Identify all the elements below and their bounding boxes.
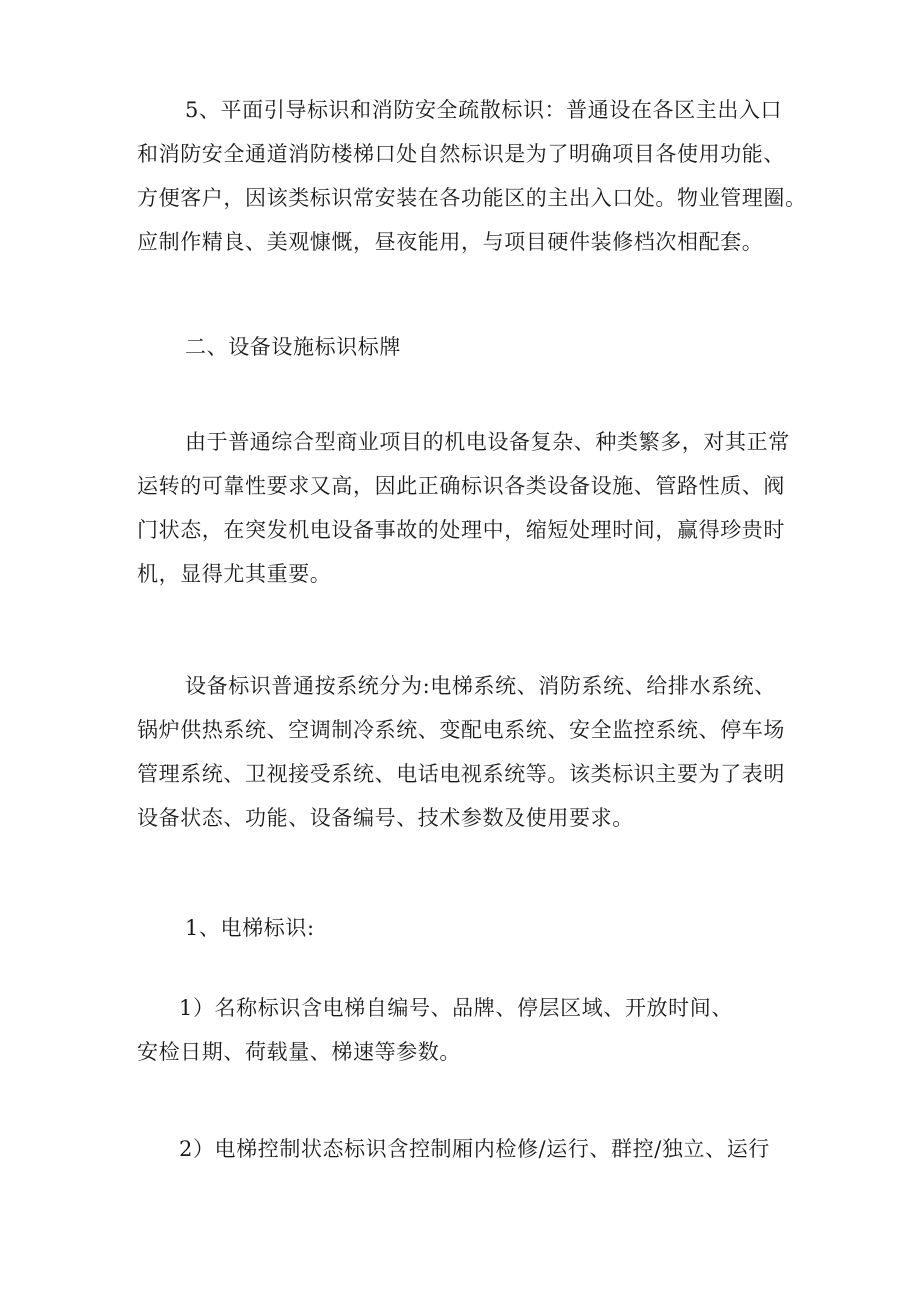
text-line: 设备标识普通按系统分为:电梯系统、消防系统、给排水系统、	[185, 674, 776, 698]
paragraph-evacuation-signs	[137, 88, 817, 264]
text-line: 1）名称标识含电梯自编号、品牌、停层区域、开放时间、	[179, 996, 733, 1020]
text-line: 管理系统、卫视接受系统、电话电视系统等。该类标识主要为了表明	[137, 762, 785, 786]
text-line: 应制作精良、美观慷慨，昼夜能用，与项目硬件装修档次相配套。	[137, 230, 764, 254]
text-line: 2）电梯控制状态标识含控制厢内检修/运行、群控/独立、运行	[179, 1137, 770, 1161]
text-line: 由于普通综合型商业项目的机电设备复杂、种类繁多，对其正常	[185, 430, 790, 454]
text-line: 5、平面引导标识和消防安全疏散标识：普通设在各区主出入口	[185, 98, 783, 122]
text-line: 安检日期、荷载量、梯速等参数。	[137, 1040, 461, 1064]
text-line: 机，显得尤其重要。	[137, 562, 332, 586]
text-line: 运转的可靠性要求又高，因此正确标识各类设备设施、管路性质、阀	[137, 474, 785, 498]
heading-elevator-signs: 1、电梯标识:	[185, 916, 315, 940]
text-line: 设备状态、功能、设备编号、技术参数及使用要求。	[137, 806, 634, 830]
paragraph-equipment-intro	[137, 420, 817, 596]
text-line: 门状态，在突发机电设备事故的处理中，缩短处理时间，赢得珍贵时	[137, 518, 785, 542]
paragraph-system-categories	[137, 664, 817, 840]
section-heading	[137, 325, 817, 369]
text-line: 方便客户，因该类标识常安装在各功能区的主出入口处。物业管理圈。	[137, 186, 807, 210]
text-line: 锅炉供热系统、空调制冷系统、变配电系统、安全监控系统、停车场	[137, 718, 785, 742]
text-line: 和消防安全通道消防楼梯口处自然标识是为了明确项目各使用功能、	[137, 142, 785, 166]
subheading	[137, 906, 817, 950]
list-item-control-status-sign	[137, 1127, 817, 1171]
heading-equipment-signs: 二、设备设施标识标牌	[185, 335, 401, 359]
list-item-name-sign	[137, 986, 817, 1074]
